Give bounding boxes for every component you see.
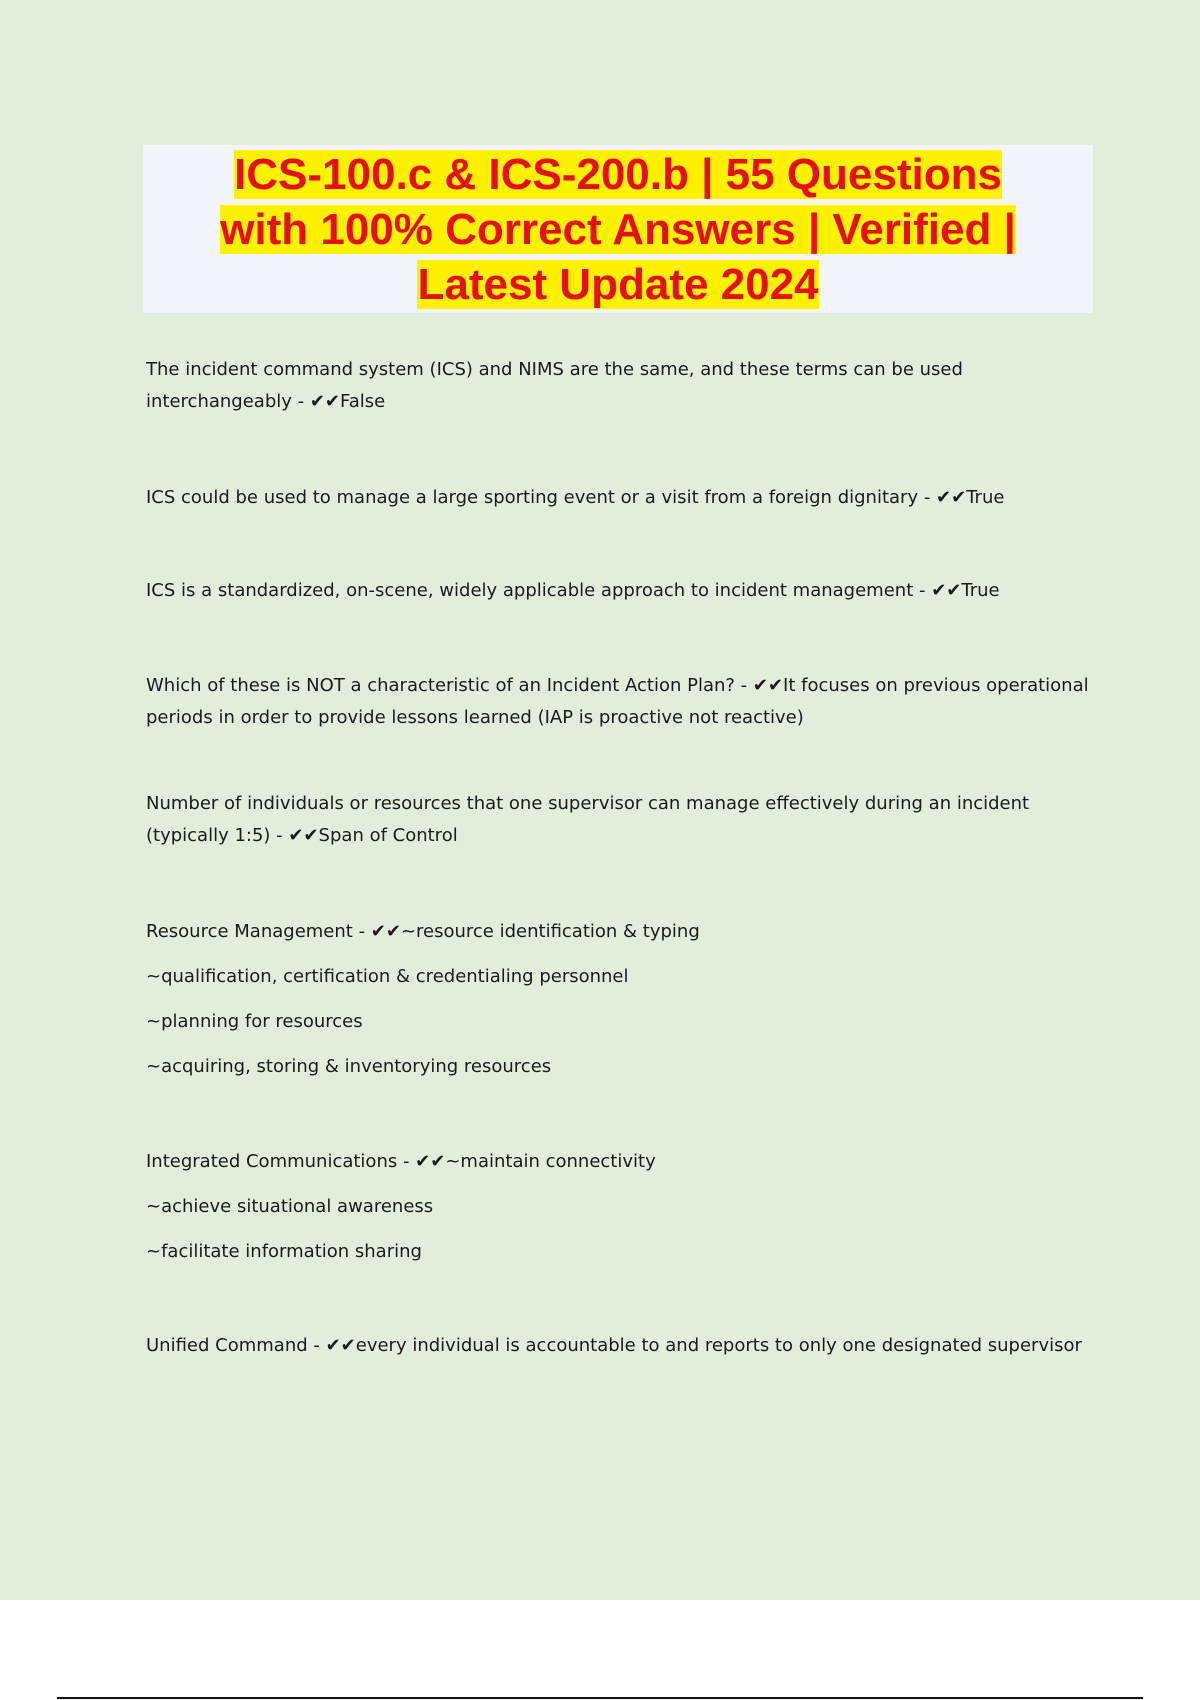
qa-line: ~qualification, certification & credentialing personnel <box>146 966 629 987</box>
qa-item-standardized-approach <box>146 575 1096 607</box>
qa-line: ~achieve situational awareness <box>146 1196 434 1217</box>
qa-item-resource-management <box>146 909 1096 1089</box>
qa-line: Resource Management - ✔✔~resource identification & typing <box>146 921 700 942</box>
qa-line: The incident command system (ICS) and NIMS are the same, and these terms can be used <box>146 359 963 380</box>
qa-line: periods in order to provide lessons learned (IAP is proactive not reactive) <box>146 707 804 728</box>
qa-line: Which of these is NOT a characteristic of an Incident Action Plan? - ✔✔It focuses on previous operational <box>146 675 1089 696</box>
qa-line: ICS is a standardized, on-scene, widely applicable approach to incident management - ✔✔True <box>146 580 1000 601</box>
title-banner <box>143 145 1093 313</box>
title-line-2: with 100% Correct Answers | Verified | <box>220 205 1016 254</box>
document-title <box>143 145 1093 312</box>
qa-line: ~facilitate information sharing <box>146 1241 422 1262</box>
qa-item-integrated-communications <box>146 1139 1096 1274</box>
title-line-1: ICS-100.c & ICS-200.b | 55 Questions <box>234 150 1002 199</box>
qa-line: (typically 1:5) - ✔✔Span of Control <box>146 825 458 846</box>
qa-line: ~planning for resources <box>146 1011 363 1032</box>
footer-divider <box>57 1697 1143 1699</box>
qa-item-ics-nims <box>146 354 1096 418</box>
qa-line: ~acquiring, storing & inventorying resources <box>146 1056 552 1077</box>
title-line-3: Latest Update 2024 <box>417 260 819 309</box>
qa-item-sporting-event <box>146 482 1096 514</box>
qa-item-unified-command <box>146 1330 1096 1362</box>
qa-line: interchangeably - ✔✔False <box>146 391 386 412</box>
qa-item-span-of-control <box>146 788 1096 852</box>
qa-line: Number of individuals or resources that one supervisor can manage effectively during an incident <box>146 793 1030 814</box>
qa-line: Integrated Communications - ✔✔~maintain connectivity <box>146 1151 656 1172</box>
qa-item-incident-action-plan <box>146 670 1096 734</box>
qa-line: Unified Command - ✔✔every individual is accountable to and reports to only one designated supervisor <box>146 1335 1082 1356</box>
qa-line: ICS could be used to manage a large sporting event or a visit from a foreign dignitary - ✔✔True <box>146 487 1005 508</box>
